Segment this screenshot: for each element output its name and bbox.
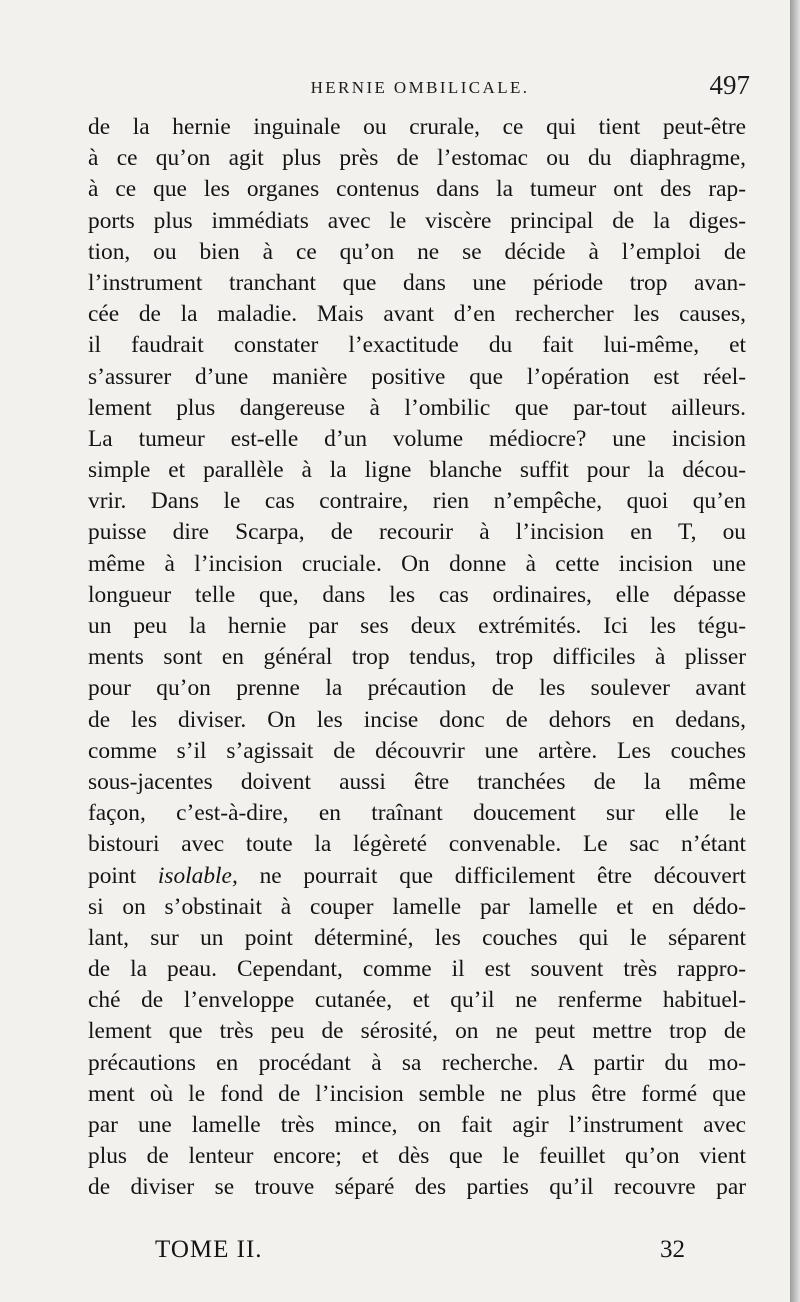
page-number: 497: [709, 70, 750, 100]
text-line: cée de la maladie. Mais avant d’en rechercher les causes,: [88, 301, 746, 328]
text-line: tion, ou bien à ce qu’on ne se décide à l’emploi de: [88, 238, 746, 265]
line-segment: point: [88, 862, 158, 889]
text-line: pour qu’on prenne la précaution de les soulever avant: [88, 675, 746, 702]
text-line: de les diviser. On les incise donc de dehors en dedans,: [88, 706, 746, 733]
italic-term: isolable,: [157, 862, 238, 889]
body-text: [88, 112, 746, 1204]
text-line: ment où le fond de l’incision semble ne plus être formé que: [88, 1080, 746, 1107]
text-line: par une lamelle très mince, on fait agir l’instrument avec: [88, 1112, 746, 1138]
text-line: vrir. Dans le cas contraire, rien n’empêche, quoi qu’en: [88, 488, 746, 515]
text-line: lement que très peu de sérosité, on ne peut mettre trop de: [88, 1018, 746, 1045]
volume-label: TOME II.: [155, 1236, 263, 1263]
text-line: puisse dire Scarpa, de recourir à l’incision en T, ou: [88, 519, 746, 546]
text-line: l’instrument tranchant que dans une période trop avan-: [88, 269, 746, 296]
text-line: bistouri avec toute la légèreté convenable. Le sac n’étant: [88, 831, 746, 858]
text-line: sous-jacentes doivent aussi être tranchées de la même: [88, 768, 746, 795]
text-line: lant, sur un point déterminé, les couches qui le séparent: [88, 924, 746, 951]
line-segment: ne pourrait que difficilement être découvert: [237, 862, 746, 889]
text-line: précautions en procédant à sa recherche. A partir du mo-: [88, 1049, 746, 1076]
text-line: à ce qu’on agit plus près de l’estomac ou du diaphragme,: [88, 145, 746, 172]
text-line: si on s’obstinait à couper lamelle par lamelle et en dédo-: [88, 893, 746, 920]
text-line: comme s’il s’agissait de découvrir une artère. Les couches: [88, 737, 746, 764]
running-head: [90, 70, 750, 108]
page-edge: [790, 0, 800, 1302]
running-title: HERNIE OMBILICALE.: [310, 78, 530, 97]
text-line: même à l’incision cruciale. On donne à cette incision une: [88, 550, 746, 577]
text-line: façon, c’est-à-dire, en traînant doucement sur elle le: [88, 800, 746, 827]
text-line: La tumeur est-elle d’un volume médiocre? une incision: [88, 425, 746, 452]
text-line: plus de lenteur encore; et dès que le feuillet qu’on vient: [88, 1143, 746, 1170]
text-line: lement plus dangereuse à l’ombilic que par-tout ailleurs.: [88, 394, 746, 421]
text-line: à ce que les organes contenus dans la tumeur ont des rap-: [88, 176, 746, 203]
text-line: un peu la hernie par ses deux extrémités. Ici les tégu-: [88, 613, 746, 639]
signature-mark: 32: [660, 1236, 685, 1263]
text-line: de la hernie inguinale ou crurale, ce qui tient peut-être: [88, 114, 746, 140]
page-footer: [155, 1236, 685, 1272]
text-line: s’assurer d’une manière positive que l’opération est réel-: [88, 363, 746, 390]
text-line: longueur telle que, dans les cas ordinaires, elle dépasse: [88, 581, 746, 608]
text-line: ports plus immédiats avec le viscère principal de la diges-: [88, 207, 746, 234]
text-line: ments sont en général trop tendus, trop difficiles à plisser: [88, 644, 746, 671]
text-line: de diviser se trouve séparé des parties qu’il recouvre par: [88, 1174, 746, 1201]
text-line-with-italic: [88, 861, 746, 892]
text-line: simple et parallèle à la ligne blanche suffit pour la décou-: [88, 457, 746, 484]
text-line: ché de l’enveloppe cutanée, et qu’il ne renferme habituel-: [88, 987, 746, 1014]
text-line: de la peau. Cependant, comme il est souvent très rappro-: [88, 956, 746, 983]
text-line: il faudrait constater l’exactitude du fait lui-même, et: [88, 332, 746, 359]
